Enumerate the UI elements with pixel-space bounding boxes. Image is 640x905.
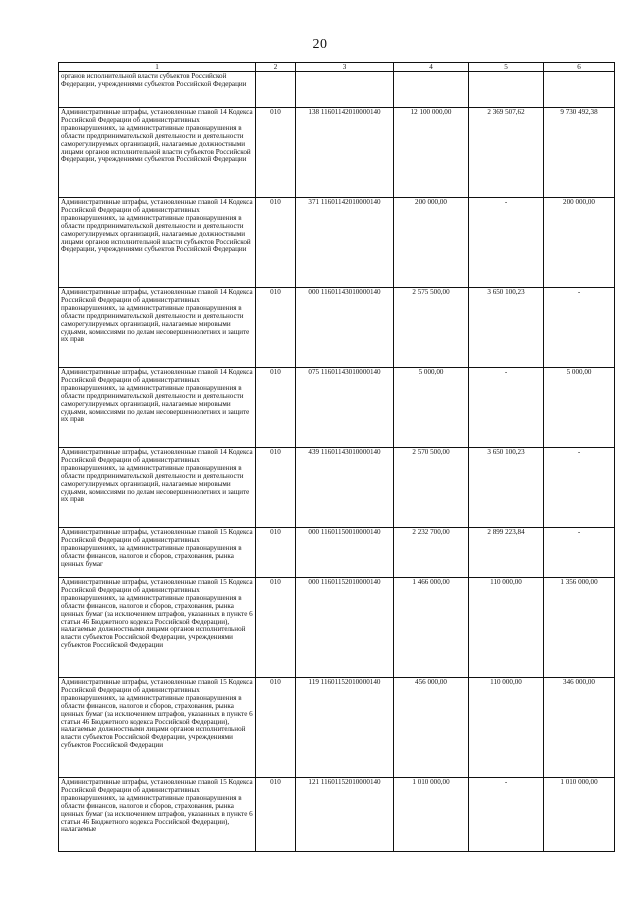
row-remaining-amount: - xyxy=(544,528,615,578)
header-row xyxy=(59,63,615,72)
row-planned-amount: 1 010 000,00 xyxy=(394,778,469,852)
row-planned-amount: 456 000,00 xyxy=(394,678,469,778)
row-budget-code: 371 11601142010000140 xyxy=(296,198,394,288)
report-table xyxy=(58,62,615,852)
row-code xyxy=(256,72,296,108)
page-number: 20 xyxy=(312,37,328,52)
row-budget-code: 000 11601143010000140 xyxy=(296,288,394,368)
row-executed-amount: - xyxy=(469,778,544,852)
row-executed-amount: 2 369 507,62 xyxy=(469,108,544,198)
row-executed-amount: 110 000,00 xyxy=(469,578,544,678)
row-description: Административные штрафы, установленные главой 15 Кодекса Российской Федерации об административных правонарушениях, за административные правонарушения в области финансов, налогов и сборов, страхования, рынка ценных бумаг xyxy=(59,528,256,578)
table-row xyxy=(59,578,615,678)
column-header-4: 4 xyxy=(394,63,469,72)
row-code: 010 xyxy=(256,198,296,288)
row-remaining-amount: 200 000,00 xyxy=(544,198,615,288)
row-planned-amount: 2 232 700,00 xyxy=(394,528,469,578)
row-budget-code: 000 11601150010000140 xyxy=(296,528,394,578)
row-description: Административные штрафы, установленные главой 14 Кодекса Российской Федерации об административных правонарушениях, за административные правонарушения в области предпринимательской деятельности и деятельности саморегулируемых организаций, налагаемые должностными лицами органов исполнительной власти субъектов Российской Федерации, учреждениями субъектов Российской Федерации xyxy=(59,198,256,288)
row-remaining-amount: 1 010 000,00 xyxy=(544,778,615,852)
row-code: 010 xyxy=(256,778,296,852)
row-budget-code: 138 11601142010000140 xyxy=(296,108,394,198)
row-code: 010 xyxy=(256,578,296,678)
column-header-5: 5 xyxy=(469,63,544,72)
column-header-1: 1 xyxy=(59,63,256,72)
column-header-6: 6 xyxy=(544,63,615,72)
row-budget-code: 000 11601152010000140 xyxy=(296,578,394,678)
row-description: Административные штрафы, установленные главой 15 Кодекса Российской Федерации об административных правонарушениях, за административные правонарушения в области финансов, налогов и сборов, страхования, рынка ценных бумаг (за исключением штрафов, указанных в пункте 6 статьи 46 Бюджетного кодекса Российской Федерации), налагаемые должностными лицами органов исполнительной власти субъектов Российской Федерации, учреждениями субъектов Российской Федерации xyxy=(59,678,256,778)
row-code: 010 xyxy=(256,678,296,778)
row-executed-amount: - xyxy=(469,198,544,288)
table-row xyxy=(59,198,615,288)
row-budget-code: 075 11601143010000140 xyxy=(296,368,394,448)
row-budget-code xyxy=(296,72,394,108)
table-row xyxy=(59,448,615,528)
column-header-3: 3 xyxy=(296,63,394,72)
row-code: 010 xyxy=(256,448,296,528)
table-row xyxy=(59,108,615,198)
row-executed-amount: 3 650 100,23 xyxy=(469,288,544,368)
row-executed-amount: 110 000,00 xyxy=(469,678,544,778)
row-budget-code: 121 11601152010000140 xyxy=(296,778,394,852)
column-header-2: 2 xyxy=(256,63,296,72)
row-executed-amount: - xyxy=(469,368,544,448)
table-row xyxy=(59,368,615,448)
row-executed-amount: 3 650 100,23 xyxy=(469,448,544,528)
row-planned-amount: 5 000,00 xyxy=(394,368,469,448)
row-executed-amount: 2 899 223,84 xyxy=(469,528,544,578)
table-row xyxy=(59,288,615,368)
row-code: 010 xyxy=(256,108,296,198)
row-planned-amount: 2 575 500,00 xyxy=(394,288,469,368)
row-planned-amount: 1 466 000,00 xyxy=(394,578,469,678)
row-planned-amount: 2 570 500,00 xyxy=(394,448,469,528)
row-description: Административные штрафы, установленные главой 15 Кодекса Российской Федерации об административных правонарушениях, за административные правонарушения в области финансов, налогов и сборов, страхования, рынка ценных бумаг (за исключением штрафов, указанных в пункте 6 статьи 46 Бюджетного кодекса Российской Федерации), налагаемые xyxy=(59,778,256,852)
row-executed-amount xyxy=(469,72,544,108)
row-remaining-amount: - xyxy=(544,288,615,368)
row-remaining-amount: 1 356 000,00 xyxy=(544,578,615,678)
table-row xyxy=(59,778,615,852)
row-code: 010 xyxy=(256,368,296,448)
row-code: 010 xyxy=(256,528,296,578)
row-description: Административные штрафы, установленные главой 14 Кодекса Российской Федерации об административных правонарушениях, за административные правонарушения в области предпринимательской деятельности и деятельности саморегулируемых организаций, налагаемые мировыми судьями, комиссиями по делам несовершеннолетних и защите их прав xyxy=(59,368,256,448)
row-description: органов исполнительной власти субъектов Российской Федерации, учреждениями субъектов Российской Федерации xyxy=(59,72,256,108)
row-remaining-amount xyxy=(544,72,615,108)
row-description: Административные штрафы, установленные главой 15 Кодекса Российской Федерации об административных правонарушениях, за административные правонарушения в области финансов, налогов и сборов, страхования, рынка ценных бумаг (за исключением штрафов, указанных в пункте 6 статьи 46 Бюджетного кодекса Российской Федерации), налагаемые должностными лицами органов исполнительной власти субъектов Российской Федерации, учреждениями субъектов Российской Федерации xyxy=(59,578,256,678)
row-budget-code: 119 11601152010000140 xyxy=(296,678,394,778)
row-code: 010 xyxy=(256,288,296,368)
row-remaining-amount: 5 000,00 xyxy=(544,368,615,448)
row-remaining-amount: 346 000,00 xyxy=(544,678,615,778)
table-row xyxy=(59,678,615,778)
row-description: Административные штрафы, установленные главой 14 Кодекса Российской Федерации об административных правонарушениях, за административные правонарушения в области предпринимательской деятельности и деятельности саморегулируемых организаций, налагаемые должностными лицами органов исполнительной власти субъектов Российской Федерации, учреждениями субъектов Российской Федерации xyxy=(59,108,256,198)
row-description: Административные штрафы, установленные главой 14 Кодекса Российской Федерации об административных правонарушениях, за административные правонарушения в области предпринимательской деятельности и деятельности саморегулируемых организаций, налагаемые мировыми судьями, комиссиями по делам несовершеннолетних и защите их прав xyxy=(59,288,256,368)
row-planned-amount: 200 000,00 xyxy=(394,198,469,288)
row-remaining-amount: 9 730 492,38 xyxy=(544,108,615,198)
table-row xyxy=(59,528,615,578)
row-budget-code: 439 11601143010000140 xyxy=(296,448,394,528)
row-description: Административные штрафы, установленные главой 14 Кодекса Российской Федерации об административных правонарушениях, за административные правонарушения в области предпринимательской деятельности и деятельности саморегулируемых организаций, налагаемые мировыми судьями, комиссиями по делам несовершеннолетних и защите их прав xyxy=(59,448,256,528)
row-planned-amount xyxy=(394,72,469,108)
table-row xyxy=(59,72,615,108)
row-remaining-amount: - xyxy=(544,448,615,528)
row-planned-amount: 12 100 000,00 xyxy=(394,108,469,198)
